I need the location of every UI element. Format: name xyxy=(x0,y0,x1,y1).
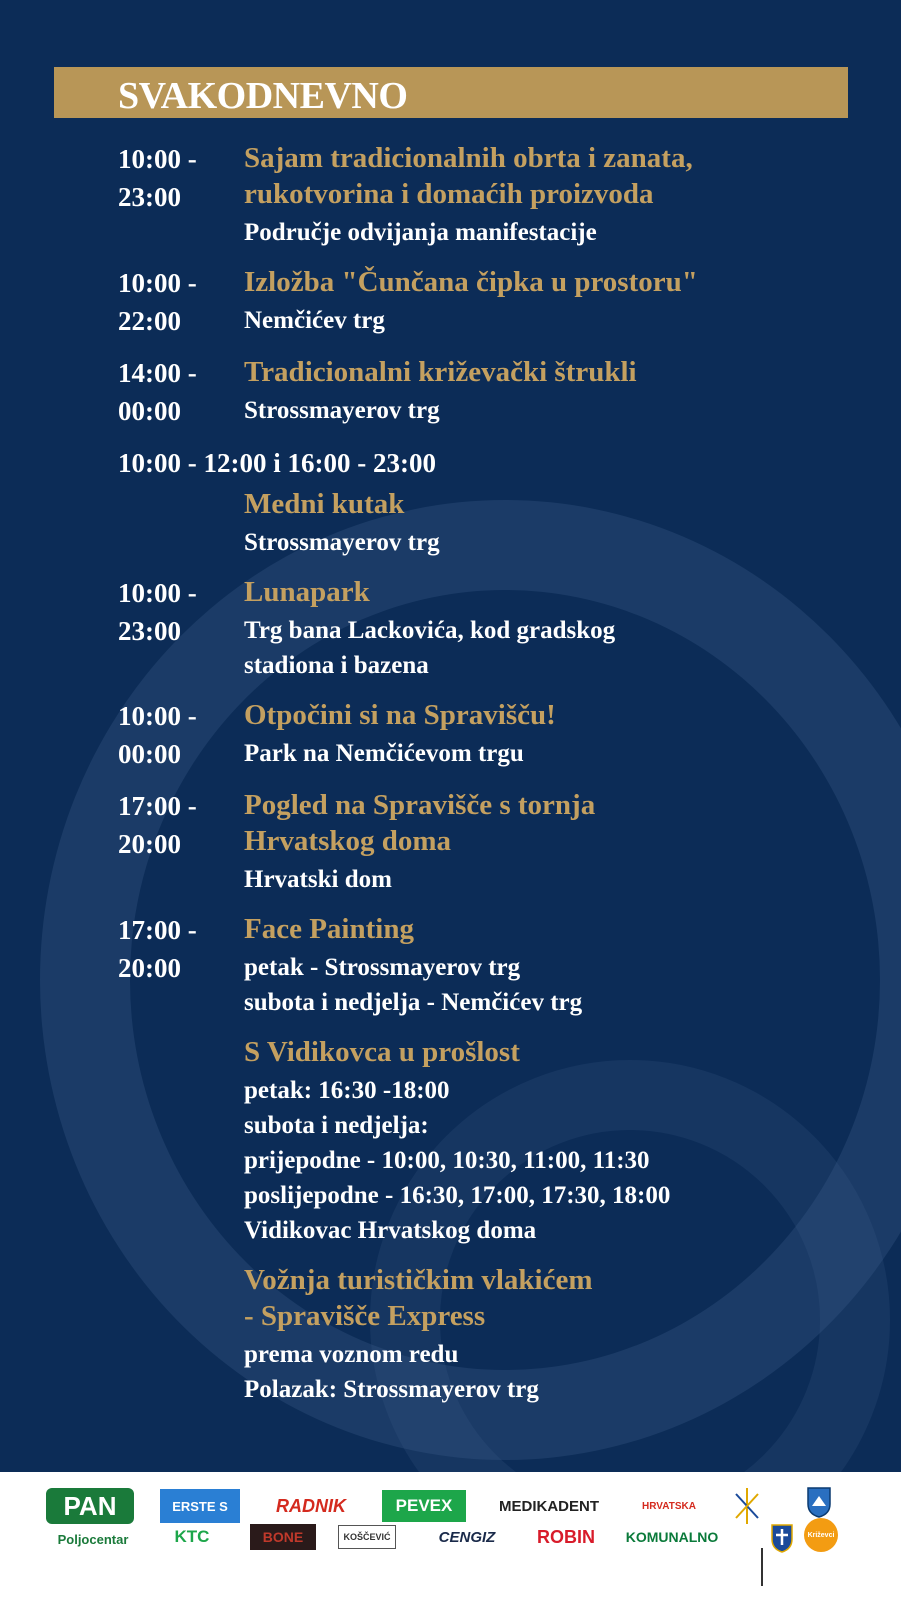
event-title: Sajam tradicionalnih obrta i zanata, rukotvorina i domaćih proizvoda xyxy=(244,142,693,210)
event-item xyxy=(118,444,878,560)
event-title: Medni kutak xyxy=(244,488,405,520)
event-location: Park na Nemčićevom trgu xyxy=(244,740,524,767)
event-item xyxy=(118,1034,878,1248)
event-time: 10:00 - 00:00 xyxy=(118,701,197,769)
event-title: Izložba "Čunčana čipka u prostoru" xyxy=(244,266,698,298)
sponsor-logo-hrvatska: HRVATSKA xyxy=(642,1500,696,1512)
coat-of-arms-logo-1 xyxy=(805,1484,833,1520)
event-time: 14:00 - 00:00 xyxy=(118,358,197,426)
event-time: 10:00 - 12:00 i 16:00 - 23:00 xyxy=(118,448,436,478)
sponsor-logo-koscevic: KOŠČEVIĆ xyxy=(338,1525,396,1549)
event-item xyxy=(118,911,878,1020)
sponsor-logo-radnik: RADNIK xyxy=(276,1495,346,1516)
coat-of-arms-icon xyxy=(770,1523,794,1553)
event-item xyxy=(118,1262,878,1407)
event-time xyxy=(118,1262,244,1407)
event-item xyxy=(118,697,878,773)
sponsor-strip xyxy=(0,1472,901,1601)
event-location: prema voznom redu Polazak: Strossmayerov trg xyxy=(244,1341,539,1403)
coat-of-arms-logo-2 xyxy=(768,1522,796,1554)
event-item xyxy=(118,264,878,340)
event-location: petak - Strossmayerov trg subota i nedjelja - Nemčićev trg xyxy=(244,954,583,1016)
event-location: Strossmayerov trg xyxy=(244,529,440,556)
event-location: petak: 16:30 -18:00 subota i nedjelja: prijepodne - 10:00, 10:30, 11:00, 11:30 poslijepodne - 16:30, 17:00, 17:30, 18:00 Vidikovac Hrvatskog doma xyxy=(244,1077,671,1244)
divider xyxy=(761,1548,763,1586)
event-title: Lunapark xyxy=(244,576,370,608)
sponsor-logo-medikadent: MEDIKADENT xyxy=(499,1497,599,1515)
sponsor-logo-pan: PAN xyxy=(46,1488,134,1524)
event-title: S Vidikovca u prošlost xyxy=(244,1036,520,1068)
event-location: Hrvatski dom xyxy=(244,866,392,893)
event-item xyxy=(118,574,878,683)
event-title: Vožnja turističkim vlakićem - Spravišče Express xyxy=(244,1264,593,1332)
header-bar xyxy=(54,67,848,118)
sponsor-logo-pevex: PEVEX xyxy=(382,1490,466,1522)
event-list xyxy=(118,140,878,1421)
event-time: 10:00 - 22:00 xyxy=(118,268,197,336)
event-title: Pogled na Spravišče s tornja Hrvatskog doma xyxy=(244,789,596,857)
event-time: 17:00 - 20:00 xyxy=(118,915,197,983)
event-title: Tradicionalni križevački štrukli xyxy=(244,356,637,388)
sponsor-logo-krizevci: Križevci xyxy=(804,1518,838,1552)
sponsor-logo-komunalno: KOMUNALNO xyxy=(625,1529,719,1545)
page-title: SVAKODNEVNO xyxy=(118,75,408,117)
sponsor-logo-emblem xyxy=(722,1484,772,1528)
event-location: Strossmayerov trg xyxy=(244,397,440,424)
sponsor-logo-bone: BONE xyxy=(250,1524,316,1550)
event-location: Nemčićev trg xyxy=(244,307,385,334)
event-item xyxy=(118,354,878,430)
event-time: 17:00 - 20:00 xyxy=(118,791,197,859)
event-item xyxy=(118,787,878,897)
star-emblem-icon xyxy=(732,1486,762,1526)
sponsor-logo-robin: ROBIN xyxy=(537,1526,595,1547)
sponsor-logo-poljocentar: Poljocentar xyxy=(57,1531,129,1547)
event-title: Face Painting xyxy=(244,913,414,945)
event-time: 10:00 - 23:00 xyxy=(118,144,197,212)
event-location: Područje odvijanja manifestacije xyxy=(244,219,597,246)
sponsor-logo-cengiz: CENGIZ xyxy=(438,1528,496,1546)
event-title: Otpočini si na Spravišču! xyxy=(244,699,556,731)
coat-of-arms-icon xyxy=(806,1486,832,1518)
event-location: Trg bana Lackovića, kod gradskog stadiona i bazena xyxy=(244,617,616,679)
sponsor-logo-ktc: KTC xyxy=(174,1527,210,1546)
sponsor-logo-erste: ERSTE S xyxy=(160,1489,240,1523)
event-item xyxy=(118,140,878,250)
event-time xyxy=(118,1034,244,1248)
event-time: 10:00 - 23:00 xyxy=(118,578,197,646)
